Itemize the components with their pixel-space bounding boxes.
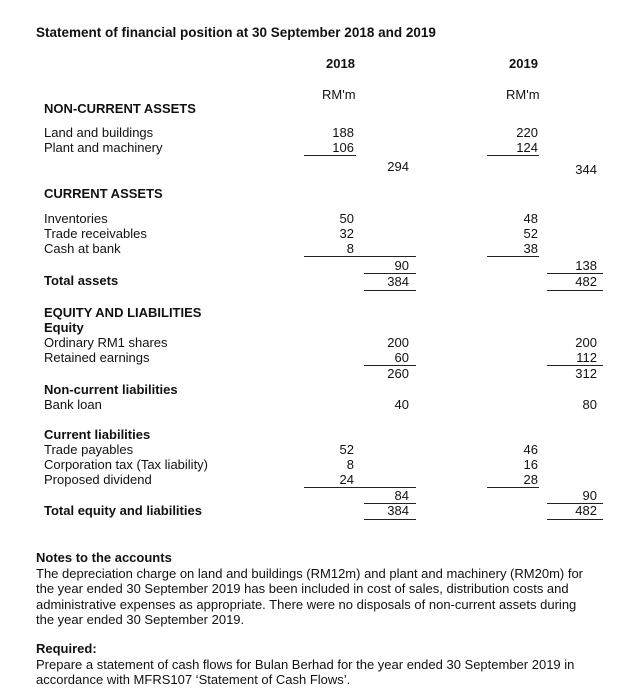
section-non-current-liabilities: Non-current liabilities bbox=[44, 382, 178, 397]
section-current-assets: CURRENT ASSETS bbox=[44, 186, 163, 201]
row-label-total-equity-liabilities: Total equity and liabilities bbox=[44, 503, 202, 518]
inventories-2018: 50 bbox=[339, 211, 354, 226]
section-non-current-assets: NON-CURRENT ASSETS bbox=[44, 101, 196, 116]
bank-loan-2019: 80 bbox=[582, 397, 597, 412]
subtotal-rule bbox=[487, 155, 539, 156]
statement-title: Statement of financial position at 30 September 2018 and 2019 bbox=[36, 25, 436, 40]
land-2018: 188 bbox=[332, 125, 354, 140]
row-label-retained: Retained earnings bbox=[44, 350, 150, 365]
total-underline bbox=[364, 290, 416, 291]
total-underline bbox=[547, 290, 603, 291]
row-label-inventories: Inventories bbox=[44, 211, 108, 226]
cl-total-2018: 84 bbox=[394, 488, 409, 503]
land-2019: 220 bbox=[516, 125, 538, 140]
payables-2018: 52 bbox=[339, 442, 354, 457]
row-label-cash: Cash at bank bbox=[44, 241, 121, 256]
section-equity: Equity bbox=[44, 320, 84, 335]
section-equity-liabilities: EQUITY AND LIABILITIES bbox=[44, 305, 202, 320]
plant-2019: 124 bbox=[516, 140, 538, 155]
row-label-land: Land and buildings bbox=[44, 125, 154, 140]
dividend-2018: 24 bbox=[339, 472, 354, 487]
notes-text: The depreciation charge on land and buildings (RM12m) and plant and machinery (RM20m) for the year ended 30 September 2019 has been included in cost of sales, distribution costs and administrative expenses as appropriate. There were no disposals of non-current assets during the year ended 30 September 2019. bbox=[36, 565, 584, 627]
retained-2019: 112 bbox=[576, 350, 597, 365]
row-label-receivables: Trade receivables bbox=[44, 226, 147, 241]
row-label-tax: Corporation tax (Tax liability) bbox=[44, 457, 209, 472]
ca-total-2019: 138 bbox=[575, 258, 597, 273]
total-underline bbox=[547, 519, 603, 520]
unit-2018: RM'm bbox=[322, 87, 356, 102]
notes-block bbox=[36, 550, 592, 628]
row-label-shares: Ordinary RM1 shares bbox=[44, 335, 168, 350]
shares-2019: 200 bbox=[575, 335, 597, 350]
section-current-liabilities: Current liabilities bbox=[44, 427, 151, 442]
cash-2019: 38 bbox=[523, 241, 538, 256]
payables-2019: 46 bbox=[523, 442, 538, 457]
unit-2019: RM'm bbox=[506, 87, 540, 102]
receivables-2019: 52 bbox=[523, 226, 538, 241]
tax-2018: 8 bbox=[346, 457, 354, 472]
nca-total-2019: 344 bbox=[575, 162, 597, 177]
equity-total-2019: 312 bbox=[575, 366, 597, 381]
total-underline bbox=[364, 519, 416, 520]
row-label-payables: Trade payables bbox=[44, 442, 134, 457]
inventories-2019: 48 bbox=[523, 211, 538, 226]
year-2018-header: 2018 bbox=[326, 56, 355, 71]
required-block bbox=[36, 641, 592, 688]
ca-total-2018: 90 bbox=[394, 258, 409, 273]
tax-2019: 16 bbox=[523, 457, 538, 472]
nca-total-2018: 294 bbox=[387, 159, 409, 174]
total-assets-2019: 482 bbox=[575, 274, 597, 289]
row-label-bank-loan: Bank loan bbox=[44, 397, 102, 412]
plant-2018: 106 bbox=[332, 140, 354, 155]
subtotal-rule bbox=[304, 155, 356, 156]
cash-2018: 8 bbox=[346, 241, 354, 256]
row-label-total-assets: Total assets bbox=[44, 273, 119, 288]
retained-2018: 60 bbox=[394, 350, 409, 365]
total-eq-liab-2018: 384 bbox=[387, 503, 409, 518]
dividend-2019: 28 bbox=[523, 472, 538, 487]
subtotal-rule bbox=[487, 256, 539, 257]
notes-heading: Notes to the accounts bbox=[36, 550, 172, 565]
subtotal-rule bbox=[304, 256, 416, 257]
equity-total-2018: 260 bbox=[387, 366, 409, 381]
total-assets-2018: 384 bbox=[387, 274, 409, 289]
year-2019-header: 2019 bbox=[509, 56, 538, 71]
receivables-2018: 32 bbox=[339, 226, 354, 241]
subtotal-rule bbox=[487, 487, 539, 488]
row-label-dividend: Proposed dividend bbox=[44, 472, 152, 487]
total-eq-liab-2019: 482 bbox=[575, 503, 597, 518]
cl-total-2019: 90 bbox=[582, 488, 597, 503]
required-text: Prepare a statement of cash flows for Bulan Berhad for the year ended 30 September 2019 in accordance with MFRS107 ‘Statement of Cash Flows’. bbox=[36, 656, 575, 687]
bank-loan-2018: 40 bbox=[394, 397, 409, 412]
required-heading: Required: bbox=[36, 641, 97, 656]
shares-2018: 200 bbox=[387, 335, 409, 350]
row-label-plant: Plant and machinery bbox=[44, 140, 163, 155]
